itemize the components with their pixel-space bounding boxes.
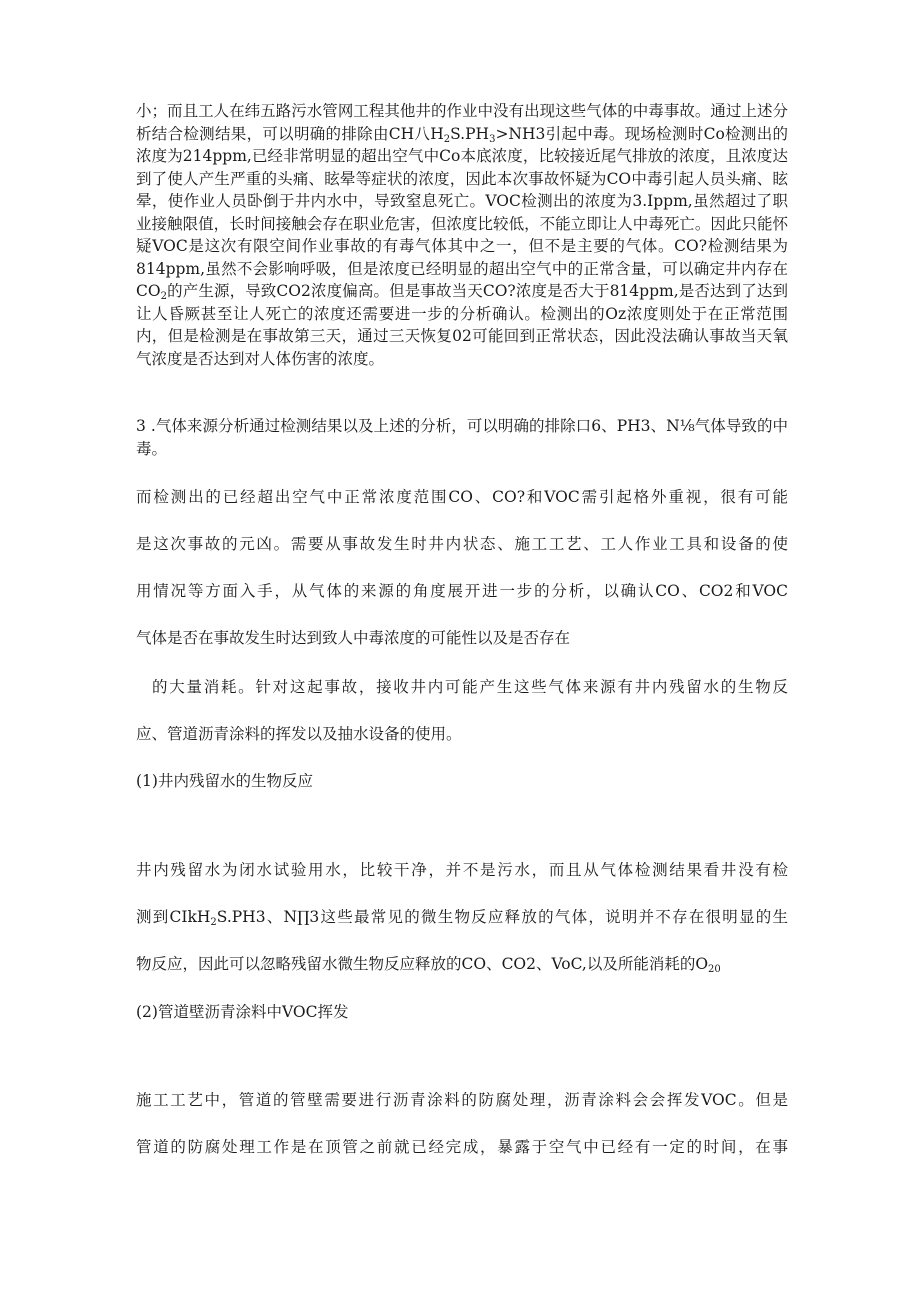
text-segment: S.PH3、N∏3这些最常见的微生物反应释放的气体，说明并不存在很明显的生 <box>216 908 788 926</box>
text-segment: 物反应，因此可以忽略残留水微生物反应释放的CO、CO2、VoC,以及所能消耗的O <box>136 955 709 973</box>
paragraph-line: 用情况等方面入手，从气体的来源的角度展开进一步的分析，以确认CO、CO2和VOC <box>136 582 788 600</box>
paragraph-line: 管道的防腐处理工作是在顶管之前就已经完成，暴露于空气中已经有一定的时间，在事 <box>136 1138 788 1156</box>
paragraph-line: 施工工艺中，管道的管壁需要进行沥青涂料的防腐处理，沥青涂料会会挥发VOC。但是 <box>136 1091 788 1109</box>
text-segment: >NH3引起中毒。现场检测时Co检测出的浓度为214ppm,已经非常明显的超出空气中Co本底浓度，比较接近尾气排放的浓度，且浓度达到了使人产生严重的头痛、眩晕等症状的浓度，因此本次事故怀疑为CO中毒引起人员头痛、眩晕，使作业人员卧倒于井内水中，导致窒息死亡。VOC检测出的浓度为3.Ippm,虽然超过了职业接触限值，长时间接触会存在职业危害，但浓度比较低，不能立即让人中毒死亡。因此只能怀疑VOC是这次有限空间作业事故的有毒气体其中之一，但不是主要的气体。CO?检测结果为814ppm,虽然不会影响呼吸，但是浓度已经明显的超出空气中的正常含量，可以确定井内存在CO <box>136 124 788 300</box>
paragraph-line: 的大量消耗。针对这起事故，接收井内可能产生这些气体来源有井内残留水的生物反 <box>152 678 788 696</box>
subscript: 2 <box>160 291 167 302</box>
text-segment: 测到CIkH <box>136 908 211 926</box>
paragraph-line: 是这次事故的元凶。需要从事故发生时井内状态、施工工艺、工人作业工具和设备的使 <box>136 535 788 553</box>
subscript: 2 <box>443 133 451 145</box>
text-segment: S.PH <box>450 124 490 143</box>
paragraph-line: 井内残留水为闭水试验用水，比较干净，并不是污水，而且从气体检测结果看井没有检 <box>136 861 788 879</box>
paragraph-line <box>136 906 788 928</box>
section-heading-residual-water: (1)井内残留水的生物反应 <box>136 772 313 790</box>
subscript: 3 <box>489 133 496 145</box>
text-segment: 的产生源，导致CO2浓度偏高。但是事故当天CO?浓度是否大于814ppm,是否达到了达到让人昏厥甚至让人死亡的浓度还需要进一步的分析确认。检测出的Oz浓度则处于在正常范围内，但是检测是在事故第三天，通过三天恢复02可能回到正常状态，因此没法确认事故当天氧气浓度是否达到对人体伤害的浓度。 <box>136 282 788 368</box>
paragraph-line <box>136 953 788 975</box>
section-heading-asphalt-voc: (2)管道壁沥青涂料中VOC挥发 <box>136 1003 349 1021</box>
subscript: 2 <box>210 917 217 928</box>
text-segment: 小；而且工人在纬五路污水管网工程其他井的作业中没有出现这些气体的中毒事故。通过上述分析结合检测结果，可以明确的排除由CH八H <box>136 102 788 143</box>
subscript: 20 <box>708 964 721 975</box>
paragraph-gas-source-analysis: 3 .气体来源分析通过检测结果以及上述的分析，可以明确的排除口6、PH3、N⅛气体导致的中毒。 <box>136 417 788 458</box>
paragraph-line: 气体是否在事故发生时达到致人中毒浓度的可能性以及是否存在 <box>136 629 571 647</box>
paragraph-line: 应、管道沥青涂料的挥发以及抽水设备的使用。 <box>136 725 462 743</box>
paragraph-co-analysis <box>136 100 788 370</box>
paragraph-line: 而检测出的已经超出空气中正常浓度范围CO、CO?和VOC需引起格外重视，很有可能 <box>136 488 788 506</box>
